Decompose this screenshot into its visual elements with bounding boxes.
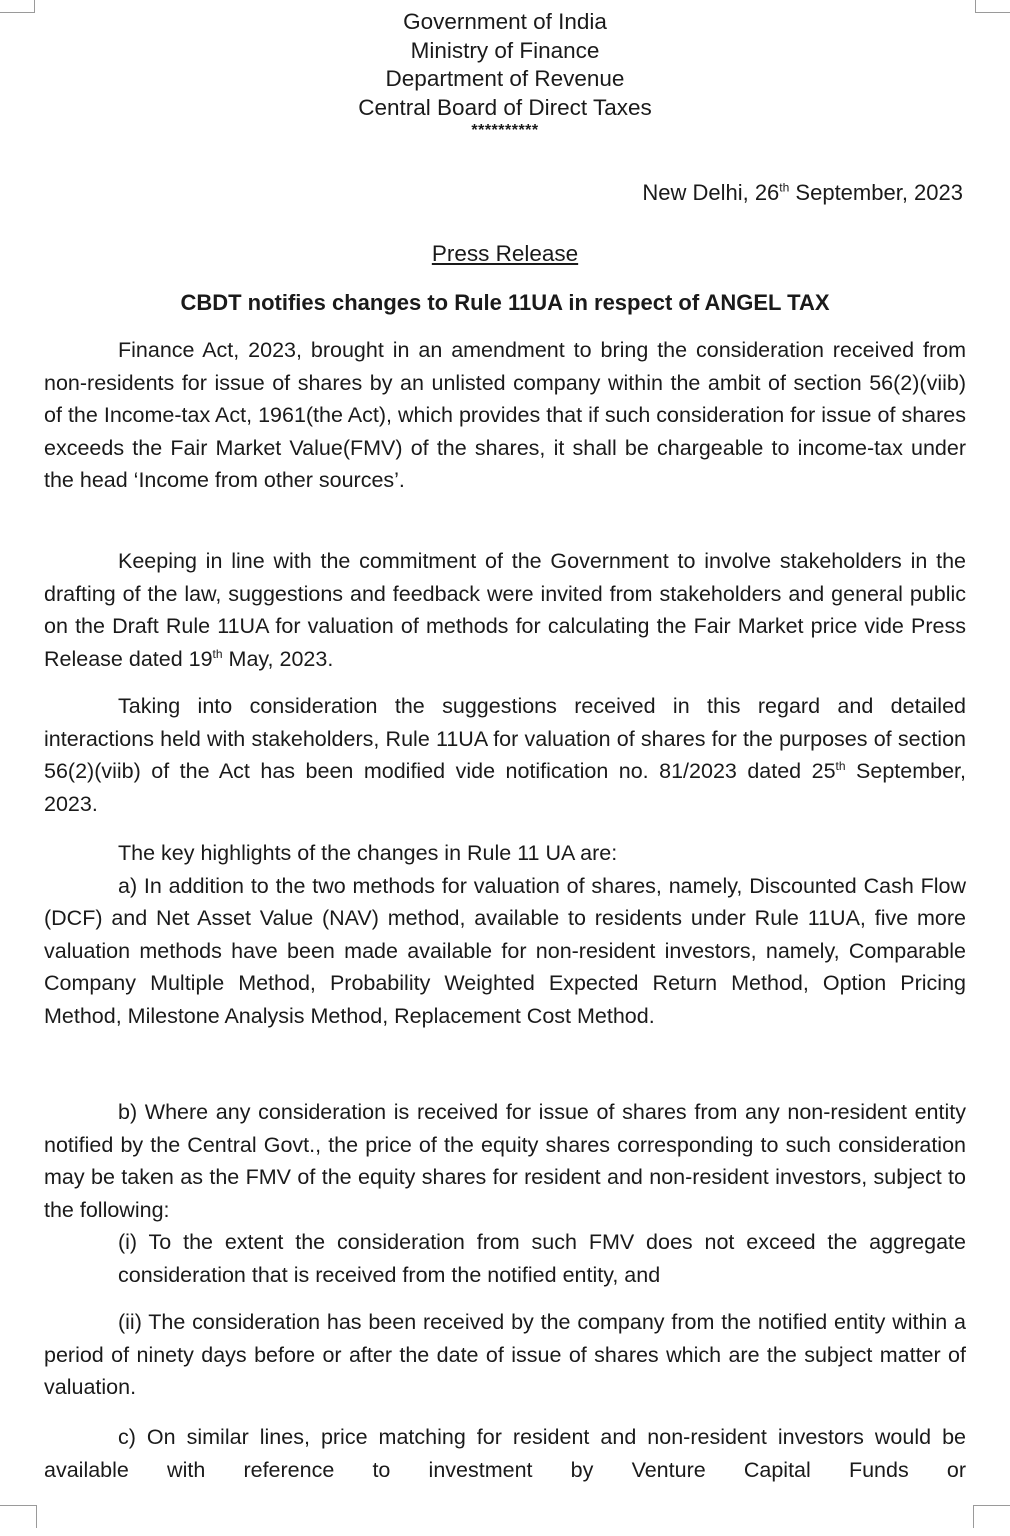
- paragraph-3-ordinal: th: [835, 758, 846, 773]
- page-corner-mark-bottom-right: [973, 1505, 1010, 1528]
- paragraph-2-body: Keeping in line with the commitment of the Government to involve stakeholders in the drafting of the law, suggestions and feedback were invited from stakeholders and general public on the Draft Rule 11UA for valuation of methods for calculating the Fair Market price vide Press Release dated 19: [44, 549, 966, 671]
- paragraph-3: [44, 690, 966, 820]
- letterhead-department: Department of Revenue: [385, 66, 625, 91]
- letterhead: [0, 8, 1010, 140]
- press-release-subject: CBDT notifies changes to Rule 11UA in respect of ANGEL TAX: [180, 290, 830, 315]
- highlight-c-section: [44, 1421, 966, 1486]
- highlight-a: a) In addition to the two methods for valuation of shares, namely, Discounted Cash Flow (DCF) and Net Asset Value (NAV) method, available to residents under Rule 11UA, five more valuation methods have been made available for non-resident investors, namely, Comparable Company Multiple Method, Probability Weighted Expected Return Method, Option Pricing Method, Milestone Analysis Method, Replacement Cost Method.: [44, 873, 966, 1028]
- paragraph-2-end: May, 2023.: [222, 646, 334, 671]
- highlight-b-ii: (ii) The consideration has been received by the company from the notified entity within a period of ninety days before or after the date of issue of shares which are the subject matter of valuation.: [44, 1310, 966, 1399]
- dateline-suffix: September, 2023: [789, 180, 963, 205]
- dateline-ordinal: th: [779, 180, 790, 195]
- paragraph-1: [44, 334, 966, 497]
- letterhead-separator: **********: [471, 122, 539, 139]
- highlight-b: b) Where any consideration is received for issue of shares from any non-resident entity notified by the Central Govt., the price of the equity shares corresponding to such consideration may be taken as the FMV of the equity shares for resident and non-resident investors, subject to the following:: [44, 1100, 966, 1222]
- letterhead-ministry: Ministry of Finance: [410, 37, 600, 63]
- paragraph-3-end: September, 2023.: [44, 759, 966, 816]
- dateline: [642, 180, 963, 206]
- highlight-c: c) On similar lines, price matching for resident and non-resident investors would be available with reference to investment by Venture Capital Funds or: [44, 1425, 966, 1482]
- highlight-b-i: (i) To the extent the consideration from such FMV does not exceed the aggregate consideration that is received from the notified entity, and: [118, 1230, 966, 1287]
- highlights-intro: The key highlights of the changes in Rule 11 UA are:: [118, 841, 618, 865]
- highlight-b-ii-section: [44, 1306, 966, 1404]
- paragraph-2-text: [44, 545, 966, 675]
- paragraph-2-ordinal: th: [212, 646, 223, 661]
- letterhead-government: Government of India: [403, 9, 607, 34]
- paragraph-2: [44, 545, 966, 675]
- highlights-section: [44, 837, 966, 1032]
- paragraph-1-text: Finance Act, 2023, brought in an amendment to bring the consideration received from non-residents for issue of shares by an unlisted company within the ambit of section 56(2)(viib) of the Income-tax Act, 1961(the Act), which provides that if such consideration for issue of shares exceeds the Fair Market Value(FMV) of the shares, it shall be chargeable to income-tax under the head ‘Income from other sources’.: [44, 338, 966, 492]
- paragraph-3-body: Taking into consideration the suggestions received in this regard and detailed interactions held with stakeholders, Rule 11UA for valuation of shares for the purposes of section 56(2)(viib) of the Act has been modified vide notification no. 81/2023 dated 25: [44, 694, 966, 783]
- page-corner-mark-bottom-left: [0, 1505, 37, 1528]
- press-release-title: Press Release: [431, 241, 579, 266]
- dateline-prefix: New Delhi, 26: [642, 180, 780, 205]
- letterhead-board: Central Board of Direct Taxes: [358, 94, 652, 120]
- highlight-b-section: [44, 1096, 966, 1291]
- paragraph-3-text: [44, 690, 966, 820]
